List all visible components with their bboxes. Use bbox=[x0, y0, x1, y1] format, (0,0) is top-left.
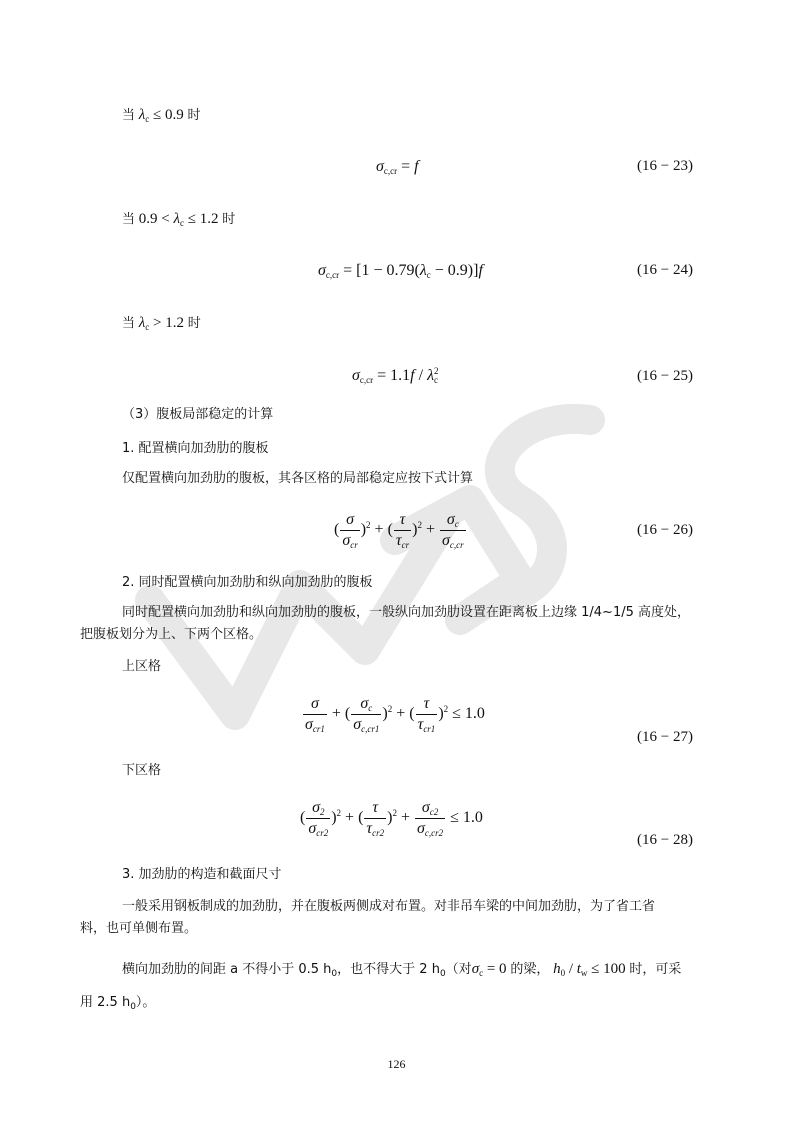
condition-prefix: 当 bbox=[122, 316, 136, 331]
condition-prefix: 当 bbox=[122, 108, 136, 123]
zone-label-upper: 上区格 bbox=[122, 659, 162, 674]
text-run: 横向加劲肋的间距 a 不得小于 0.5 h bbox=[122, 962, 332, 977]
paragraph-line: 同时配置横向加劲肋和纵向加劲肋的腹板，一般纵向加劲肋设置在距离板上边缘 1/4~1/5 高度处， bbox=[122, 605, 691, 620]
equation-number: (16 − 24) bbox=[637, 262, 693, 278]
zone-label-lower: 下区格 bbox=[122, 763, 162, 778]
paragraph-line: 把腹板划分为上、下两个区格。 bbox=[80, 627, 263, 642]
paragraph-line: 一般采用钢板制成的加劲肋，并在腹板两侧成对布置。对非吊车梁的中间加劲肋，为了省工省 bbox=[122, 899, 656, 914]
subsection-title: 2. 同时配置横向加劲肋和纵向加劲肋的腹板 bbox=[122, 575, 373, 590]
spacing-rule-line: 用 2.5 $h_0$）。 bbox=[80, 995, 156, 1012]
equation-16-28: ( $\frac{\sigma_2}{\sigma_{cr2}}$ )$^2$ + ( $\frac{\tau}{\tau_{cr2}}$ )$^2$ + $\frac{\sigma_{c2}}{\sigma_{c,cr2}}$ ≤ 1.0 bbox=[300, 799, 483, 838]
equation-16-23: $\sigma_{c,cr} = f$ bbox=[376, 158, 419, 176]
subsection-title: 3. 加劲肋的构造和截面尺寸 bbox=[122, 867, 282, 882]
equation-number: (16 − 26) bbox=[637, 522, 693, 538]
equation-16-25: $\sigma_{c,cr} = 1.1f / \lambda_c^2$ bbox=[352, 366, 439, 385]
equation-16-24: $\sigma_{c,cr} = [1 - 0.79(\lambda_c - 0.9)]f$ bbox=[318, 262, 483, 280]
equation-number: (16 − 23) bbox=[637, 158, 693, 174]
subsection-title: 1. 配置横向加劲肋的腹板 bbox=[122, 441, 269, 456]
page-number: 126 bbox=[387, 1057, 406, 1071]
paragraph: 仅配置横向加劲肋的腹板，其各区格的局部稳定应按下式计算 bbox=[122, 471, 474, 486]
text-run: ）。 bbox=[135, 995, 156, 1010]
condition-2: 当 $0.9 < \lambda_c \le 1.2$ 时 bbox=[122, 211, 236, 228]
equation-16-26: ( $\frac{\sigma}{\sigma_{cr}}$ )$^2$ + ( $\frac{\tau}{\tau_{cr}}$ )$^2$ + $\frac{\sigma_c}{\sigma_{c,cr}}$ bbox=[334, 511, 464, 550]
text-run: （对 bbox=[445, 962, 472, 977]
text-run: 的梁， bbox=[510, 962, 550, 977]
condition-suffix: 时 bbox=[222, 212, 236, 227]
equation-number: (16 − 27) bbox=[637, 729, 693, 745]
section-heading: （3）腹板局部稳定的计算 bbox=[122, 407, 274, 422]
text-run: ，也不得大于 2 h bbox=[337, 962, 440, 977]
condition-suffix: 时 bbox=[187, 316, 201, 331]
spacing-rule-line: 横向加劲肋的间距 a 不得小于 0.5 $h_0$，也不得大于 2 $h_0$（对$\sigma_c = 0$ 的梁， $h_0 / t_w \le 100$ 时，可采 bbox=[122, 961, 682, 979]
condition-1: 当 $\lambda_c \le 0.9$ 时 bbox=[122, 107, 201, 124]
text-run: 时，可采 bbox=[629, 962, 682, 977]
paragraph-line: 料，也可单侧布置。 bbox=[80, 921, 198, 936]
text-run: 用 2.5 h bbox=[80, 995, 131, 1010]
condition-suffix: 时 bbox=[187, 108, 201, 123]
condition-3: 当 $\lambda_c > 1.2$ 时 bbox=[122, 315, 201, 332]
condition-prefix: 当 bbox=[122, 212, 136, 227]
equation-number: (16 − 28) bbox=[637, 832, 693, 848]
equation-number: (16 − 25) bbox=[637, 368, 693, 384]
equation-16-27: $\frac{\sigma}{\sigma_{cr1}}$ + ( $\frac{\sigma_c}{\sigma_{c,cr1}}$ )$^2$ + ( $\frac{\tau}{\tau_{cr1}}$ )$^2$ ≤ 1.0 bbox=[305, 695, 485, 734]
